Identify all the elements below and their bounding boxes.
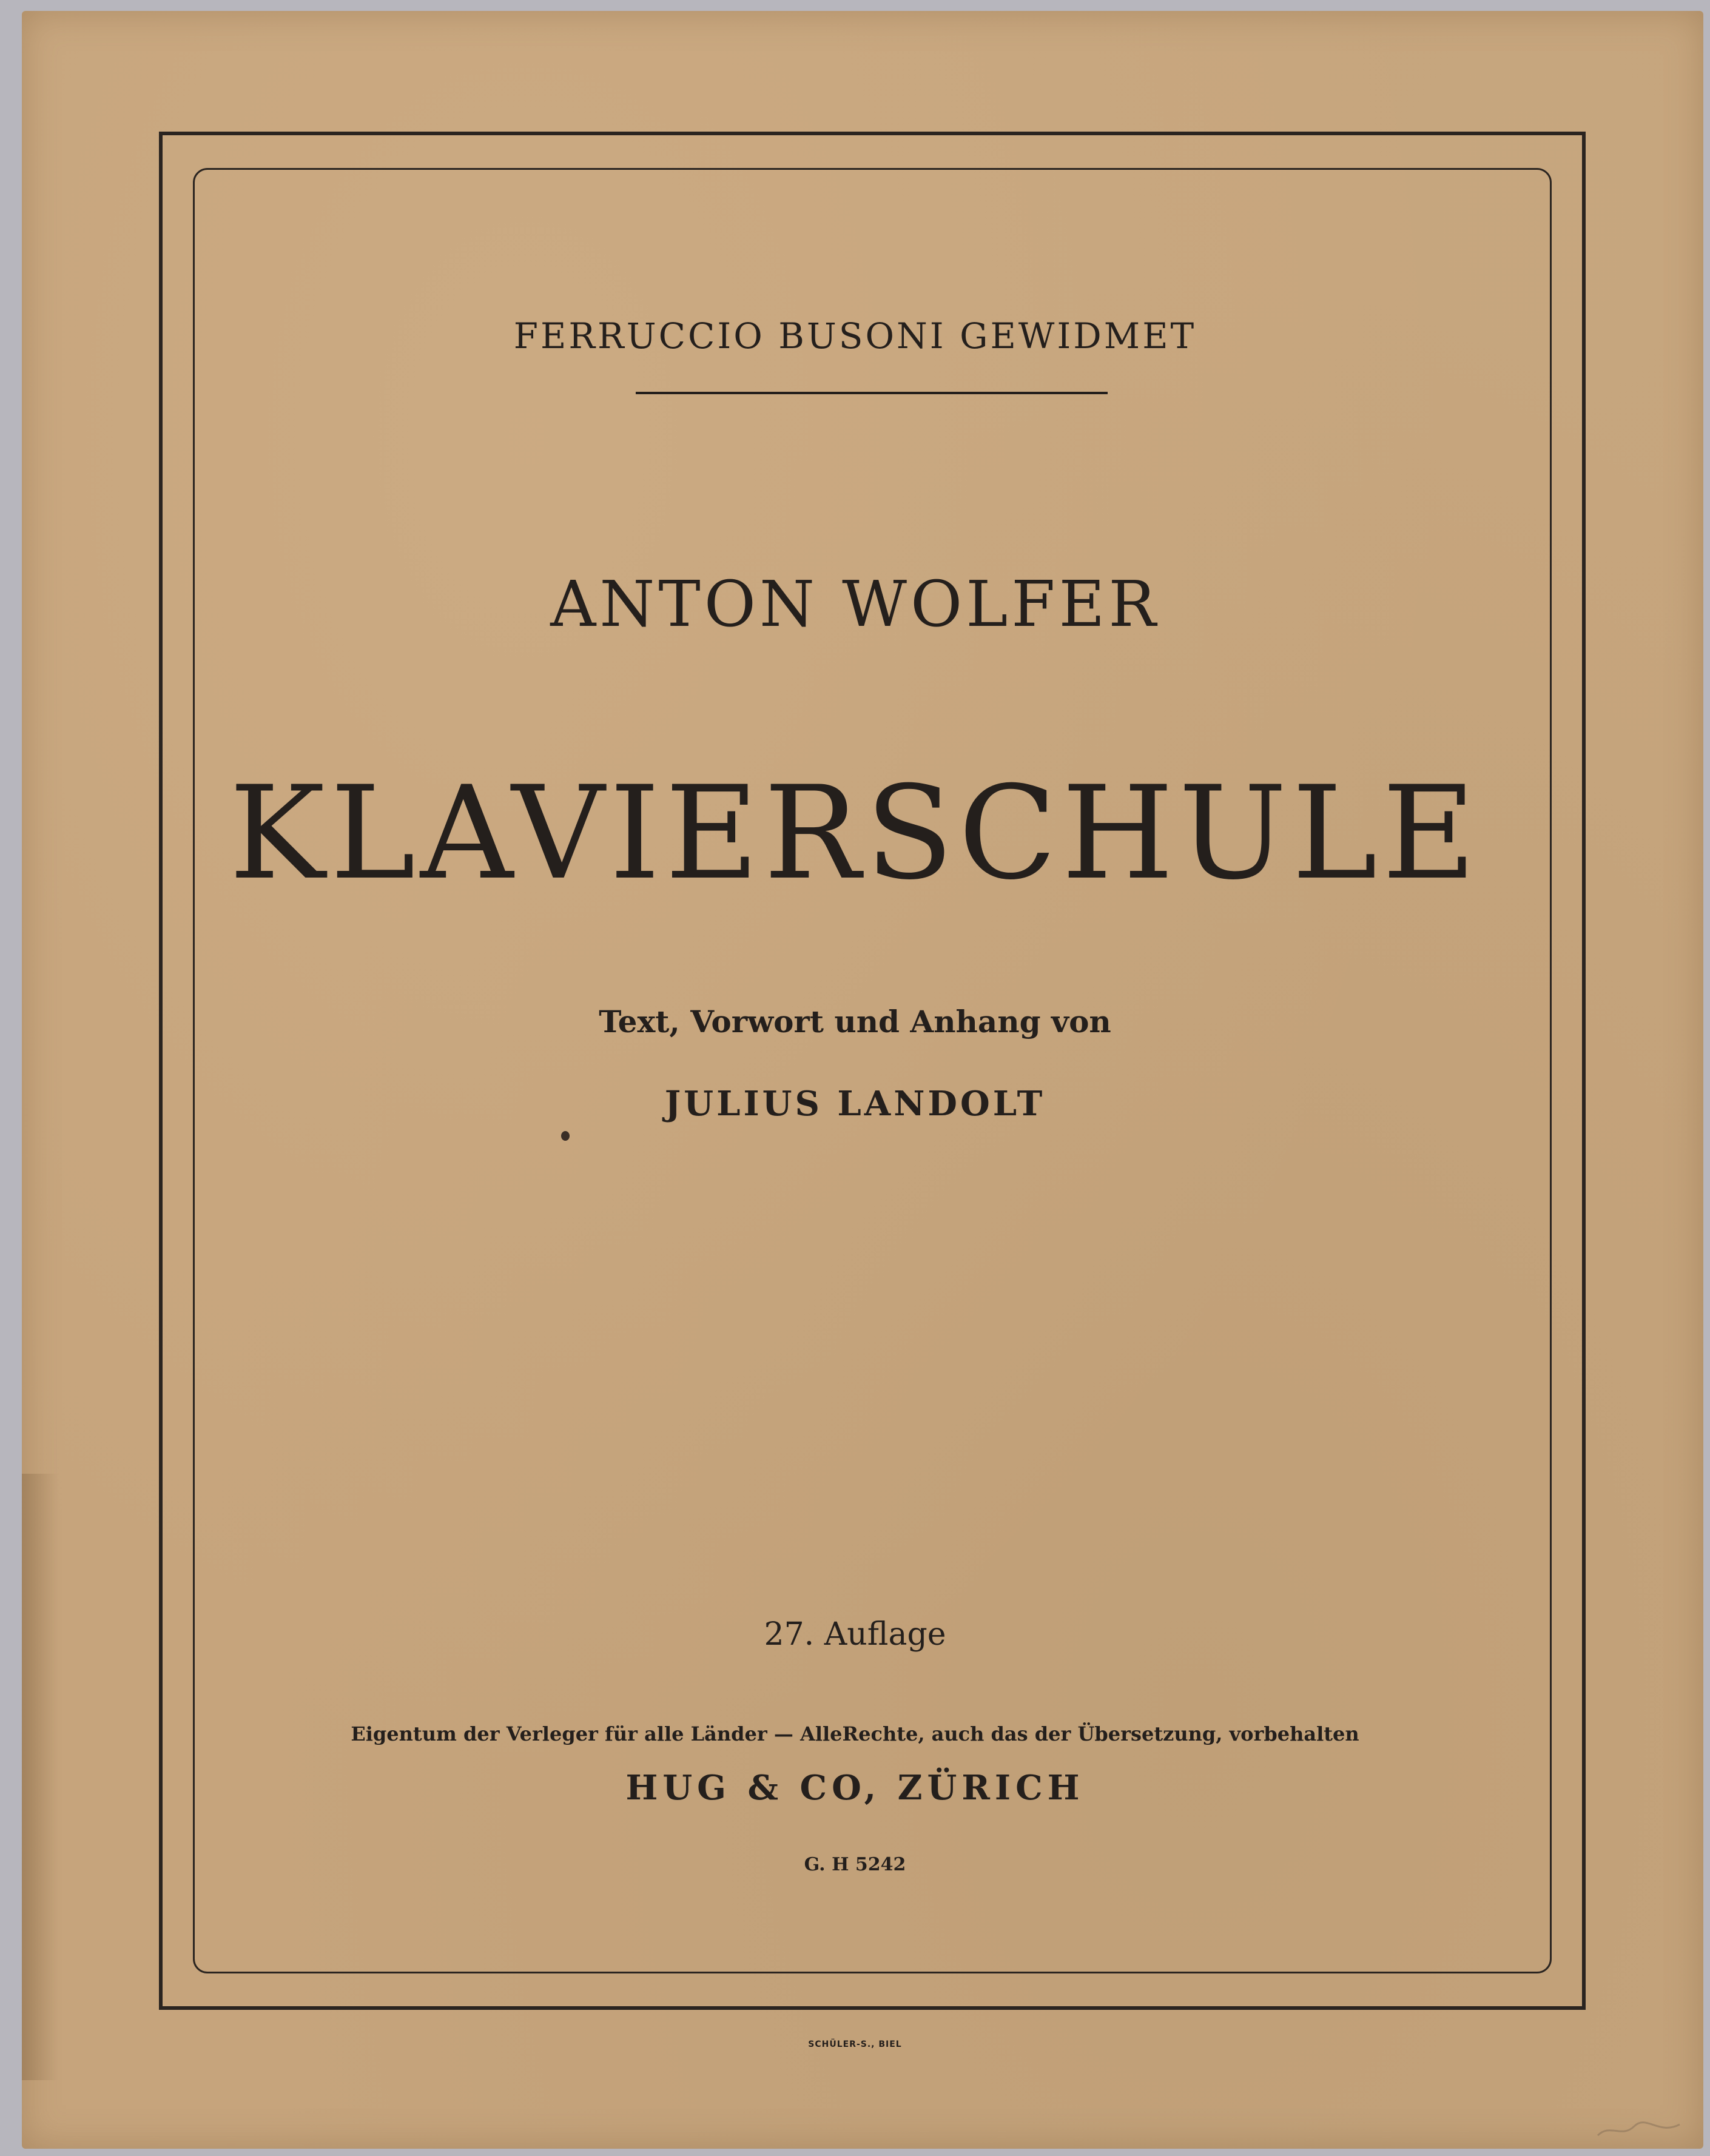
author-name: ANTON WOLFER	[550, 567, 1160, 641]
credit-name: JULIUS LANDOLT	[664, 1084, 1046, 1124]
plate-number: G. H 5242	[804, 1854, 906, 1875]
credit-text: Text, Vorwort und Anhang von	[599, 1004, 1111, 1039]
dedication-rule	[636, 392, 1108, 394]
publisher-name: HUG & CO, ZÜRICH	[625, 1768, 1085, 1808]
pencil-mark	[1595, 2117, 1686, 2141]
book-title: KLAVIERSCHULE	[229, 758, 1481, 908]
dedication-line: FERRUCCIO BUSONI GEWIDMET	[513, 315, 1197, 357]
edition-label: 27. Auflage	[764, 1616, 946, 1653]
printer-imprint: SCHÜLER-S., BIEL	[808, 2040, 902, 2049]
inner-frame-border	[193, 168, 1552, 1973]
ink-spot	[561, 1131, 570, 1141]
rights-notice: Eigentum der Verleger für alle Länder — AlleRechte, auch das der Übersetzung, vorbehalten	[351, 1722, 1359, 1745]
